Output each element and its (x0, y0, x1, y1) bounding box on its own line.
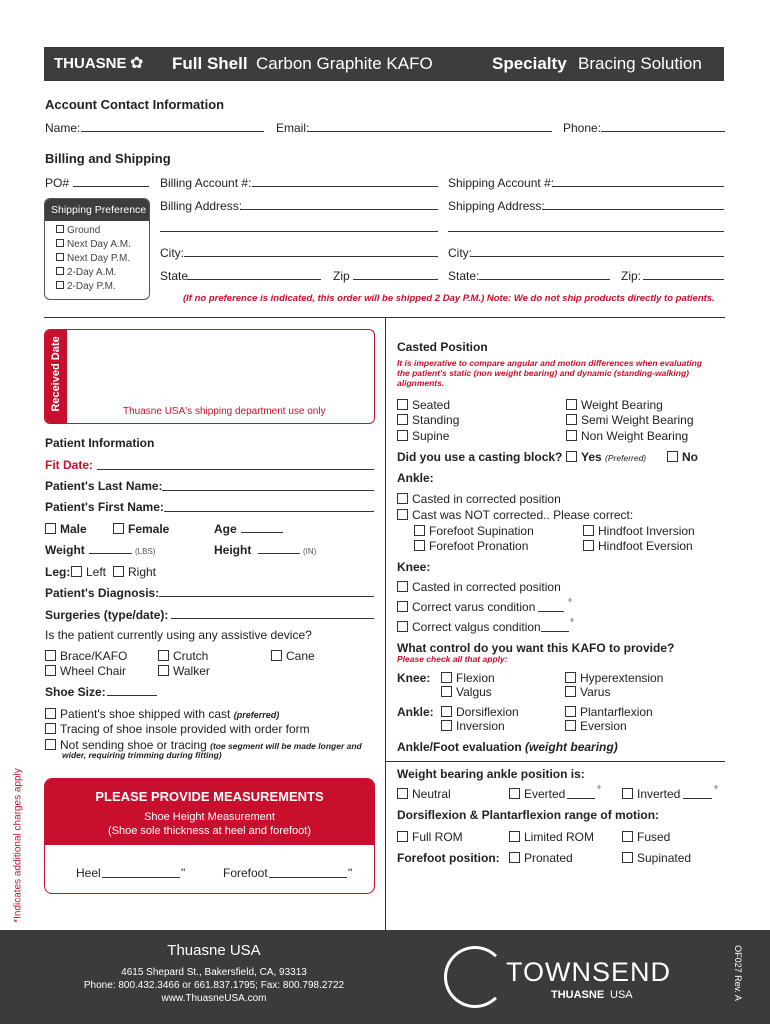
checkbox-icon (397, 430, 408, 441)
footer-brand: TOWNSEND (506, 957, 672, 987)
checkbox-icon (509, 852, 520, 863)
eval-divider (386, 761, 725, 762)
checkbox-icon (45, 665, 56, 676)
city2-field[interactable] (471, 256, 724, 257)
checkbox-icon (45, 650, 56, 661)
valgus-degree-field[interactable] (541, 631, 569, 632)
checkbox-icon (158, 665, 169, 676)
ship-option-nextday-am[interactable]: Next Day A.M. (56, 238, 131, 252)
checkbox-icon (397, 399, 408, 410)
state-field[interactable] (187, 279, 321, 280)
position-supine[interactable]: Supine (397, 429, 449, 443)
surgeries-field[interactable] (171, 618, 374, 619)
checkbox-icon (56, 239, 64, 247)
forefoot-position-label: Forefoot position: (397, 851, 500, 865)
form-title-bold: Full Shell (172, 54, 248, 73)
assistive-question: Is the patient currently using any assistive device? (45, 628, 312, 642)
measurements-header (45, 779, 374, 845)
control-knee-valgus[interactable]: Valgus (441, 685, 492, 699)
forefoot-inch: " (348, 866, 353, 880)
zip-label: Zip (333, 269, 350, 283)
city-label: City: (160, 246, 184, 260)
checkbox-icon (441, 672, 452, 683)
ankle-foot-eval: Ankle/Foot evaluation (weight bearing) (397, 740, 618, 754)
shoe-size-field[interactable] (107, 695, 157, 696)
height-label: Height (214, 543, 252, 557)
shipping-address-field-2[interactable] (448, 231, 724, 232)
knee-varus[interactable]: Correct varus condition (397, 600, 535, 614)
first-name-field[interactable] (164, 511, 374, 512)
checkbox-icon (45, 723, 56, 734)
footer-web: www.ThuasneUSA.com (161, 993, 267, 1004)
patient-heading: Patient Information (45, 436, 155, 450)
range-limited[interactable]: Limited ROM (509, 830, 594, 844)
checkbox-icon (414, 540, 425, 551)
billing-heading: Billing and Shipping (45, 151, 171, 166)
shipping-options (56, 224, 131, 294)
zip-field[interactable] (353, 279, 438, 280)
range-fused[interactable]: Fused (622, 830, 670, 844)
forefoot-label: Forefoot (223, 866, 268, 880)
ship-option-ground[interactable]: Ground (56, 224, 131, 238)
leg-label: Leg: (45, 565, 71, 579)
hindfoot-inversion[interactable]: Hindfoot Inversion (583, 524, 695, 538)
age-field[interactable] (241, 532, 283, 533)
checkbox-icon (45, 739, 56, 750)
control-ankle-label: Ankle: (397, 705, 434, 719)
varus-degree-symbol: ° (568, 598, 572, 609)
shipping-note: (If no preference is indicated, this order will be shipped 2 Day P.M.) Note: We do not ship products directly to patients. (183, 293, 715, 304)
last-name-field[interactable] (162, 490, 374, 491)
ankle-heading: Ankle: (397, 471, 434, 485)
city2-label: City: (448, 246, 472, 260)
control-knee-varus[interactable]: Varus (565, 685, 610, 699)
position-seated[interactable]: Seated (397, 398, 450, 412)
casted-note: It is imperative to compare angular and motion differences when evaluating the patient's static (non weight bearing) and dynamic (standing-walking) alignments. (397, 358, 702, 388)
weight-label: Weight (45, 543, 85, 557)
last-name-label: Patient's Last Name: (45, 479, 163, 493)
footer-brand-sub-bold: THUASNE (551, 989, 605, 1001)
footer-company: Thuasne USA (167, 942, 261, 959)
knee-corrected[interactable]: Casted in corrected position (397, 580, 561, 594)
fit-date-label: Fit Date: (45, 458, 93, 472)
received-date-label: Received Date (50, 336, 62, 412)
checkbox-icon (566, 430, 577, 441)
checkbox-icon (565, 706, 576, 717)
female-option[interactable]: Female (113, 522, 169, 536)
in-unit: (IN) (303, 547, 317, 556)
leg-left-option[interactable]: Left (71, 565, 106, 579)
checkbox-icon (113, 523, 124, 534)
city-field[interactable] (184, 256, 438, 257)
measurements-sub1: Shoe Height Measurement (144, 811, 275, 823)
control-ankle-eversion[interactable]: Eversion (565, 719, 627, 733)
inverted-degree-field[interactable] (683, 798, 712, 799)
shipping-account-field[interactable] (552, 186, 724, 187)
leg-right-option[interactable]: Right (113, 565, 156, 579)
device-crutch[interactable]: Crutch (158, 649, 208, 663)
checkbox-icon (565, 686, 576, 697)
position-weight-bearing[interactable]: Weight Bearing (566, 398, 663, 412)
position-semi-weight[interactable]: Semi Weight Bearing (566, 413, 694, 427)
received-date-box (44, 329, 375, 424)
diagnosis-field[interactable] (159, 596, 374, 597)
checkbox-icon (583, 525, 594, 536)
ship-option-nextday-pm[interactable]: Next Day P.M. (56, 252, 131, 266)
po-label: PO# (45, 176, 70, 190)
casting-block-question: Did you use a casting block? (397, 450, 563, 464)
state-label: State (160, 269, 189, 283)
footer (0, 930, 770, 1024)
shoe-option-shipped[interactable]: Patient's shoe shipped with cast (preferred) (45, 707, 279, 721)
checkbox-icon (397, 414, 408, 425)
name-label: Name: (45, 121, 81, 135)
logo-mark-icon: ✿ (130, 55, 144, 72)
zip2-label: Zip: (621, 269, 642, 283)
control-ankle-plantarflexion[interactable]: Plantarflexion (565, 705, 653, 719)
email-label: Email: (276, 121, 310, 135)
checkbox-icon (397, 788, 408, 799)
control-question: What control do you want this KAFO to provide? (397, 641, 675, 655)
diagnosis-label: Patient's Diagnosis: (45, 586, 160, 600)
checkbox-icon (414, 525, 425, 536)
checkbox-icon (45, 708, 56, 719)
wb-inverted[interactable]: Inverted (622, 787, 680, 801)
wb-everted[interactable]: Everted (509, 787, 565, 801)
device-wheelchair[interactable]: Wheel Chair (45, 664, 126, 678)
casted-heading: Casted Position (397, 340, 488, 354)
device-cane[interactable]: Cane (271, 649, 315, 663)
control-knee-hyperextension[interactable]: Hyperextension (565, 671, 663, 685)
phone-field[interactable] (601, 131, 725, 132)
checkbox-icon (56, 281, 64, 289)
range-question: Dorsiflexion & Plantarflexion range of motion: (397, 808, 660, 822)
name-field[interactable] (81, 131, 264, 132)
everted-degree-field[interactable] (567, 798, 595, 799)
side-note: *Indicates additional charges apply (12, 768, 24, 923)
checkbox-icon (565, 672, 576, 683)
first-name-label: Patient's First Name: (45, 500, 164, 514)
form-title: Carbon Graphite KAFO (256, 54, 433, 73)
header-bar (44, 47, 724, 81)
checkbox-icon (397, 601, 408, 612)
billing-address-label: Billing Address: (160, 199, 243, 213)
thuasne-logo: THUASNE (54, 55, 127, 72)
billing-account-field[interactable] (252, 186, 438, 187)
checkbox-icon (71, 566, 82, 577)
checkbox-icon (622, 852, 633, 863)
checkbox-icon (667, 451, 678, 462)
checkbox-icon (509, 788, 520, 799)
checkbox-icon (566, 399, 577, 410)
fit-date-field[interactable] (97, 469, 374, 470)
height-field[interactable] (258, 553, 300, 554)
heel-label: Heel (76, 866, 101, 880)
casting-block-no[interactable]: No (667, 450, 698, 464)
checkbox-icon (397, 509, 408, 520)
measurements-title: PLEASE PROVIDE MEASUREMENTS (95, 789, 324, 804)
casting-block-yes[interactable]: Yes (Preferred) (566, 450, 646, 464)
knee-valgus[interactable]: Correct valgus condition (397, 620, 541, 634)
ankle-corrected[interactable]: Casted in corrected position (397, 492, 561, 506)
age-label: Age (214, 522, 237, 536)
wb-neutral[interactable]: Neutral (397, 787, 451, 801)
shoe-option-none-note: wider, requiring trimming during fitting) (62, 750, 222, 760)
ship-option-2day-am[interactable]: 2-Day A.M. (56, 266, 131, 280)
weight-field[interactable] (89, 553, 132, 554)
checkbox-icon (441, 706, 452, 717)
forefoot-pronation[interactable]: Forefoot Pronation (414, 539, 528, 553)
received-note: Thuasne USA's shipping department use only (123, 406, 326, 417)
checkbox-icon (113, 566, 124, 577)
ankle-not-corrected[interactable]: Cast was NOT corrected.. Please correct: (397, 508, 633, 522)
checkbox-icon (397, 621, 408, 632)
varus-degree-field[interactable] (538, 611, 564, 612)
measurements-box (44, 778, 375, 894)
billing-account-label: Billing Account #: (160, 176, 252, 190)
wb-question: Weight bearing ankle position is: (397, 767, 585, 781)
shoe-option-none[interactable]: Not sending shoe or tracing (toe segment will be made longer and (45, 738, 362, 752)
control-knee-label: Knee: (397, 671, 431, 685)
footer-code: OF027 Rev. A (732, 945, 743, 1001)
knee-heading: Knee: (397, 560, 431, 574)
device-walker[interactable]: Walker (158, 664, 210, 678)
hindfoot-eversion[interactable]: Hindfoot Eversion (583, 539, 693, 553)
valgus-degree-symbol: ° (570, 618, 574, 629)
checkbox-icon (397, 831, 408, 842)
shipping-preference-box (44, 198, 150, 300)
shipping-account-label: Shipping Account #: (448, 176, 555, 190)
shipping-preference-header (45, 199, 149, 221)
footer-brand-sub: USA (610, 989, 633, 1001)
checkbox-icon (56, 253, 64, 261)
account-heading: Account Contact Information (45, 97, 225, 112)
shipping-address-field[interactable] (542, 209, 724, 210)
inverted-degree-symbol: ° (714, 785, 718, 796)
header-right-bold: Specialty (492, 54, 567, 73)
zip2-field[interactable] (643, 279, 724, 280)
control-note: Please check all that apply: (397, 654, 508, 664)
device-brace[interactable]: Brace/KAFO (45, 649, 127, 663)
phone-label: Phone: (563, 121, 602, 135)
forefoot-supinated[interactable]: Supinated (622, 851, 691, 865)
checkbox-icon (566, 451, 577, 462)
billing-address-field-2[interactable] (160, 231, 438, 232)
checkbox-icon (622, 788, 633, 799)
checkbox-icon (565, 720, 576, 731)
checkbox-icon (56, 225, 64, 233)
checkbox-icon (583, 540, 594, 551)
shipping-address-label: Shipping Address: (448, 199, 545, 213)
ship-option-2day-pm[interactable]: 2-Day P.M. (56, 280, 131, 294)
checkbox-icon (441, 686, 452, 697)
forefoot-supination[interactable]: Forefoot Supination (414, 524, 534, 538)
footer-address: 4615 Shepard St., Bakersfield, CA, 93313 (121, 967, 307, 978)
male-option[interactable]: Male (45, 522, 87, 536)
heel-inch: " (181, 866, 186, 880)
forefoot-field[interactable] (269, 877, 347, 878)
control-ankle-dorsiflexion[interactable]: Dorsiflexion (441, 705, 519, 719)
column-divider (385, 317, 386, 930)
control-ankle-inversion[interactable]: Inversion (441, 719, 505, 733)
townsend-logo-icon (444, 946, 506, 1008)
range-full[interactable]: Full ROM (397, 830, 463, 844)
received-date-tab (45, 330, 67, 423)
state2-label: State: (448, 269, 480, 283)
position-non-weight[interactable]: Non Weight Bearing (566, 429, 688, 443)
surgeries-label: Surgeries (type/date): (45, 608, 169, 622)
checkbox-icon (397, 581, 408, 592)
checkbox-icon (397, 493, 408, 504)
checkbox-icon (271, 650, 282, 661)
shoe-size-label: Shoe Size: (45, 685, 106, 699)
heel-field[interactable] (102, 877, 180, 878)
forefoot-pronated[interactable]: Pronated (509, 851, 573, 865)
checkbox-icon (509, 831, 520, 842)
checkbox-icon (158, 650, 169, 661)
position-standing[interactable]: Standing (397, 413, 459, 427)
checkbox-icon (622, 831, 633, 842)
footer-phone: Phone: 800.432.3466 or 661.837.1795; Fax: 800.798.2722 (83, 980, 345, 991)
header-right: Bracing Solution (578, 54, 702, 73)
email-field[interactable] (308, 131, 552, 132)
checkbox-icon (441, 720, 452, 731)
checkbox-icon (56, 267, 64, 275)
lbs-unit: (LBS) (135, 547, 156, 556)
control-knee-flexion[interactable]: Flexion (441, 671, 495, 685)
checkbox-icon (566, 414, 577, 425)
shipping-preference-title: Shipping Preference (51, 204, 147, 216)
measurements-sub2: (Shoe sole thickness at heel and forefoot) (107, 825, 311, 837)
billing-address-field[interactable] (241, 209, 438, 210)
checkbox-icon (45, 523, 56, 534)
shoe-option-tracing[interactable]: Tracing of shoe insole provided with order form (45, 722, 310, 736)
po-field[interactable] (73, 186, 149, 187)
everted-degree-symbol: ° (597, 785, 601, 796)
state2-field[interactable] (479, 279, 610, 280)
